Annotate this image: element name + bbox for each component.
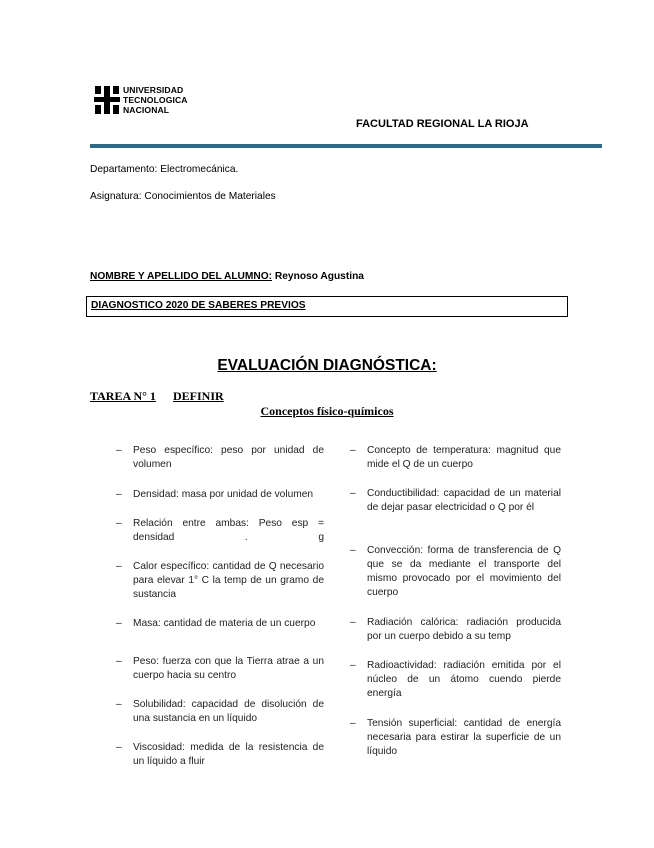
logo-line: TECNOLOGICA	[123, 95, 188, 105]
bullet-dash: –	[116, 742, 122, 753]
definition-item	[350, 659, 561, 701]
definition-item	[116, 741, 324, 769]
department-line: Departamento: Electromecánica.	[90, 164, 239, 175]
student-name: Reynoso Agustina	[274, 271, 364, 282]
definition-text: Concepto de temperatura: magnitud que mide el Q de un cuerpo	[367, 445, 561, 470]
subject-line: Asignatura: Conocimientos de Materiales	[90, 191, 276, 202]
definition-text: Tensión superficial: cantidad de energía necesaria para estirar la superficie de un líquido	[367, 718, 561, 757]
logo-line: UNIVERSIDAD	[123, 85, 184, 95]
faculty-heading: FACULTAD REGIONAL LA RIOJA	[356, 118, 529, 130]
definition-item	[116, 655, 324, 683]
student-line	[90, 271, 364, 282]
definition-item	[116, 488, 324, 502]
definition-item	[350, 544, 561, 600]
evaluation-title: EVALUACIÓN DIAGNÓSTICA:	[217, 357, 437, 374]
definition-text: Conductibilidad: capacidad de un material de dejar pasar electricidad o Q por él	[367, 488, 561, 513]
bullet-dash: –	[116, 618, 122, 629]
definition-text: Densidad: masa por unidad de volumen	[133, 489, 314, 500]
definition-item	[116, 617, 324, 631]
student-label: NOMBRE Y APELLIDO DEL ALUMNO:	[90, 271, 273, 282]
definition-item	[116, 560, 324, 602]
definition-text: Viscosidad: medida de la resistencia de un líquido a fluir	[133, 742, 324, 767]
logo-line: NACIONAL	[123, 105, 170, 115]
bullet-dash: –	[116, 656, 122, 667]
bullet-dash: –	[116, 518, 122, 529]
definition-item	[116, 698, 324, 726]
definition-text: Calor específico: cantidad de Q necesario para elevar 1° C la temp de un gramo de sustancia	[133, 561, 324, 600]
definition-item	[350, 717, 561, 759]
diagnostic-box	[86, 296, 568, 317]
section-title: Conceptos físico-químicos	[260, 404, 394, 418]
definition-text: Radioactividad: radiación emitida por el núcleo de un átomo cuendo pierde energía	[367, 660, 561, 699]
definition-text: Convección: forma de transferencia de Q que se da mediante el transporte del mismo provocado por el movimiento del cuerpo	[367, 545, 561, 598]
task-action: DEFINIR	[173, 389, 224, 403]
bullet-dash: –	[350, 445, 356, 456]
definition-item	[350, 487, 561, 515]
bullet-dash: –	[116, 561, 122, 572]
bullet-dash: –	[116, 699, 122, 710]
definition-text: Radiación calórica: radiación producida por un cuerpo debido a su temp	[367, 617, 561, 642]
definition-item	[116, 444, 324, 472]
bullet-dash: –	[350, 545, 356, 556]
definition-text: Peso específico: peso por unidad de volumen	[133, 445, 324, 470]
utn-logo-text	[123, 85, 188, 115]
definition-text: Relación entre ambas: Peso esp = densidad . g	[133, 518, 324, 543]
bullet-dash: –	[350, 488, 356, 499]
utn-emblem-icon	[93, 85, 121, 115]
bullet-dash: –	[350, 617, 356, 628]
definition-item	[350, 444, 561, 472]
bullet-dash: –	[116, 489, 122, 500]
bullet-dash: –	[116, 445, 122, 456]
header-divider	[90, 144, 602, 148]
definition-item	[116, 517, 324, 545]
task-number: TAREA N° 1	[90, 389, 156, 403]
definition-text: Solubilidad: capacidad de disolución de una sustancia en un líquido	[133, 699, 324, 724]
definition-item	[350, 616, 561, 644]
utn-logo	[93, 85, 188, 115]
definition-text: Masa: cantidad de materia de un cuerpo	[133, 618, 316, 629]
diagnostic-box-text: DIAGNOSTICO 2020 DE SABERES PREVIOS	[91, 300, 306, 311]
definition-text: Peso: fuerza con que la Tierra atrae a un cuerpo hacia su centro	[133, 656, 324, 681]
bullet-dash: –	[350, 660, 356, 671]
bullet-dash: –	[350, 718, 356, 729]
